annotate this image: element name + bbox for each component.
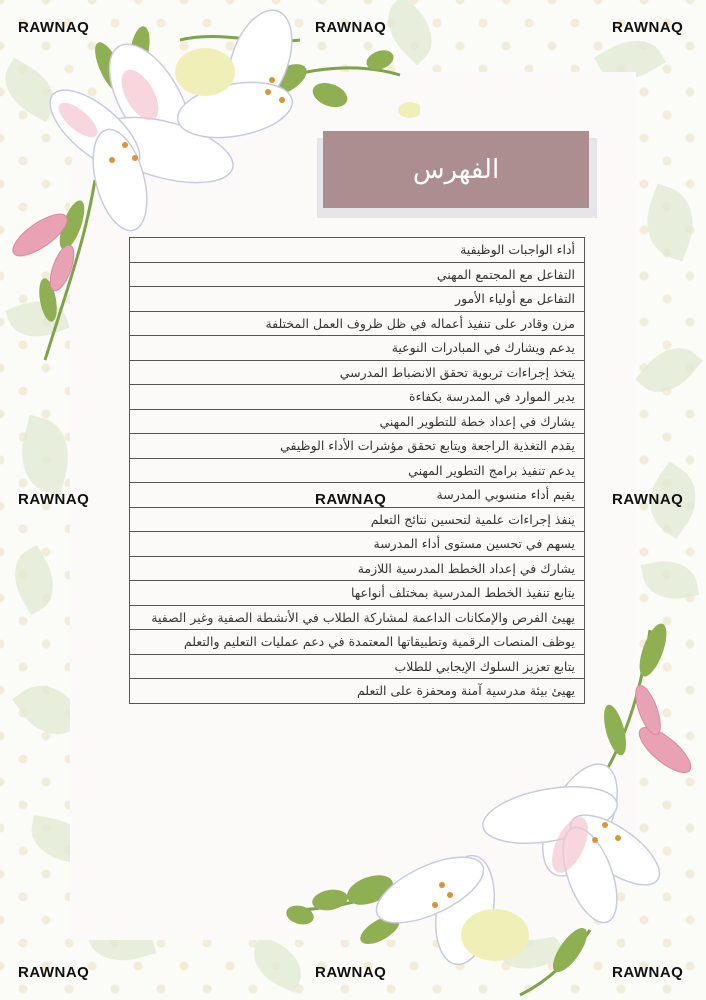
toc-item: يقيم أداء منسوبي المدرسة (130, 483, 585, 508)
toc-item: يوظف المنصات الرقمية وتطبيقاتها المعتمدة في دعم عمليات التعليم والتعلم (130, 630, 585, 655)
table-row (130, 581, 585, 606)
watermark: RAWNAQ (612, 19, 684, 36)
toc-item: يتخذ إجراءات تربوية تحقق الانضباط المدرسي (130, 360, 585, 385)
toc-item: يشارك في إعداد خطة للتطوير المهني (130, 409, 585, 434)
toc-item: أداء الواجبات الوظيفية (130, 238, 585, 263)
watermark: RAWNAQ (315, 19, 387, 36)
leaf-decoration (641, 556, 699, 604)
toc-item: يشارك في إعداد الخطط المدرسية اللازمة (130, 556, 585, 581)
table-row (130, 630, 585, 655)
table-row (130, 434, 585, 459)
table-row (130, 654, 585, 679)
watermark: RAWNAQ (18, 491, 90, 508)
watermark: RAWNAQ (315, 491, 387, 508)
leaf-decoration (12, 415, 78, 496)
toc-item: يتابع تنفيذ الخطط المدرسية بمختلف أنواعها (130, 581, 585, 606)
watermark: RAWNAQ (612, 964, 684, 981)
toc-item: يقدم التغذية الراجعة ويتابع تحقق مؤشرات الأداء الوظيفي (130, 434, 585, 459)
toc-item: التفاعل مع المجتمع المهني (130, 262, 585, 287)
watermark: RAWNAQ (315, 964, 387, 981)
table-row (130, 458, 585, 483)
leaf-decoration (2, 545, 66, 615)
toc-item: يهيئ بيئة مدرسية آمنة ومحفزة على التعلم (130, 679, 585, 704)
leaf-decoration (635, 335, 703, 405)
toc-item: يهيئ الفرص والإمكانات الداعمة لمشاركة الطلاب في الأنشطة الصفية وغير الصفية (130, 605, 585, 630)
table-row (130, 605, 585, 630)
table-row (130, 679, 585, 704)
table-row (130, 238, 585, 263)
toc-table (129, 237, 585, 704)
table-row (130, 556, 585, 581)
table-row (130, 532, 585, 557)
table-row (130, 287, 585, 312)
leaf-decoration (635, 183, 704, 261)
toc-item: ينفذ إجراءات علمية لتحسين نتائج التعلم (130, 507, 585, 532)
table-row (130, 336, 585, 361)
toc-item: يدير الموارد في المدرسة بكفاءة (130, 385, 585, 410)
table-row (130, 262, 585, 287)
toc-item: يسهم في تحسين مستوى أداء المدرسة (130, 532, 585, 557)
toc-item: يتابع تعزيز السلوك الإيجابي للطلاب (130, 654, 585, 679)
toc-item: يدعم ويشارك في المبادرات النوعية (130, 336, 585, 361)
page-title-text: الفهرس (412, 154, 500, 185)
table-row (130, 385, 585, 410)
page-title (323, 131, 589, 208)
toc-item: يدعم تنفيذ برامج التطوير المهني (130, 458, 585, 483)
table-row (130, 360, 585, 385)
toc-item: التفاعل مع أولياء الأمور (130, 287, 585, 312)
toc-item: مرن وقادر على تنفيذ أعماله في ظل ظروف العمل المختلفة (130, 311, 585, 336)
table-row (130, 507, 585, 532)
table-row (130, 409, 585, 434)
watermark: RAWNAQ (18, 19, 90, 36)
watermark: RAWNAQ (612, 491, 684, 508)
watermark: RAWNAQ (18, 964, 90, 981)
table-row (130, 311, 585, 336)
